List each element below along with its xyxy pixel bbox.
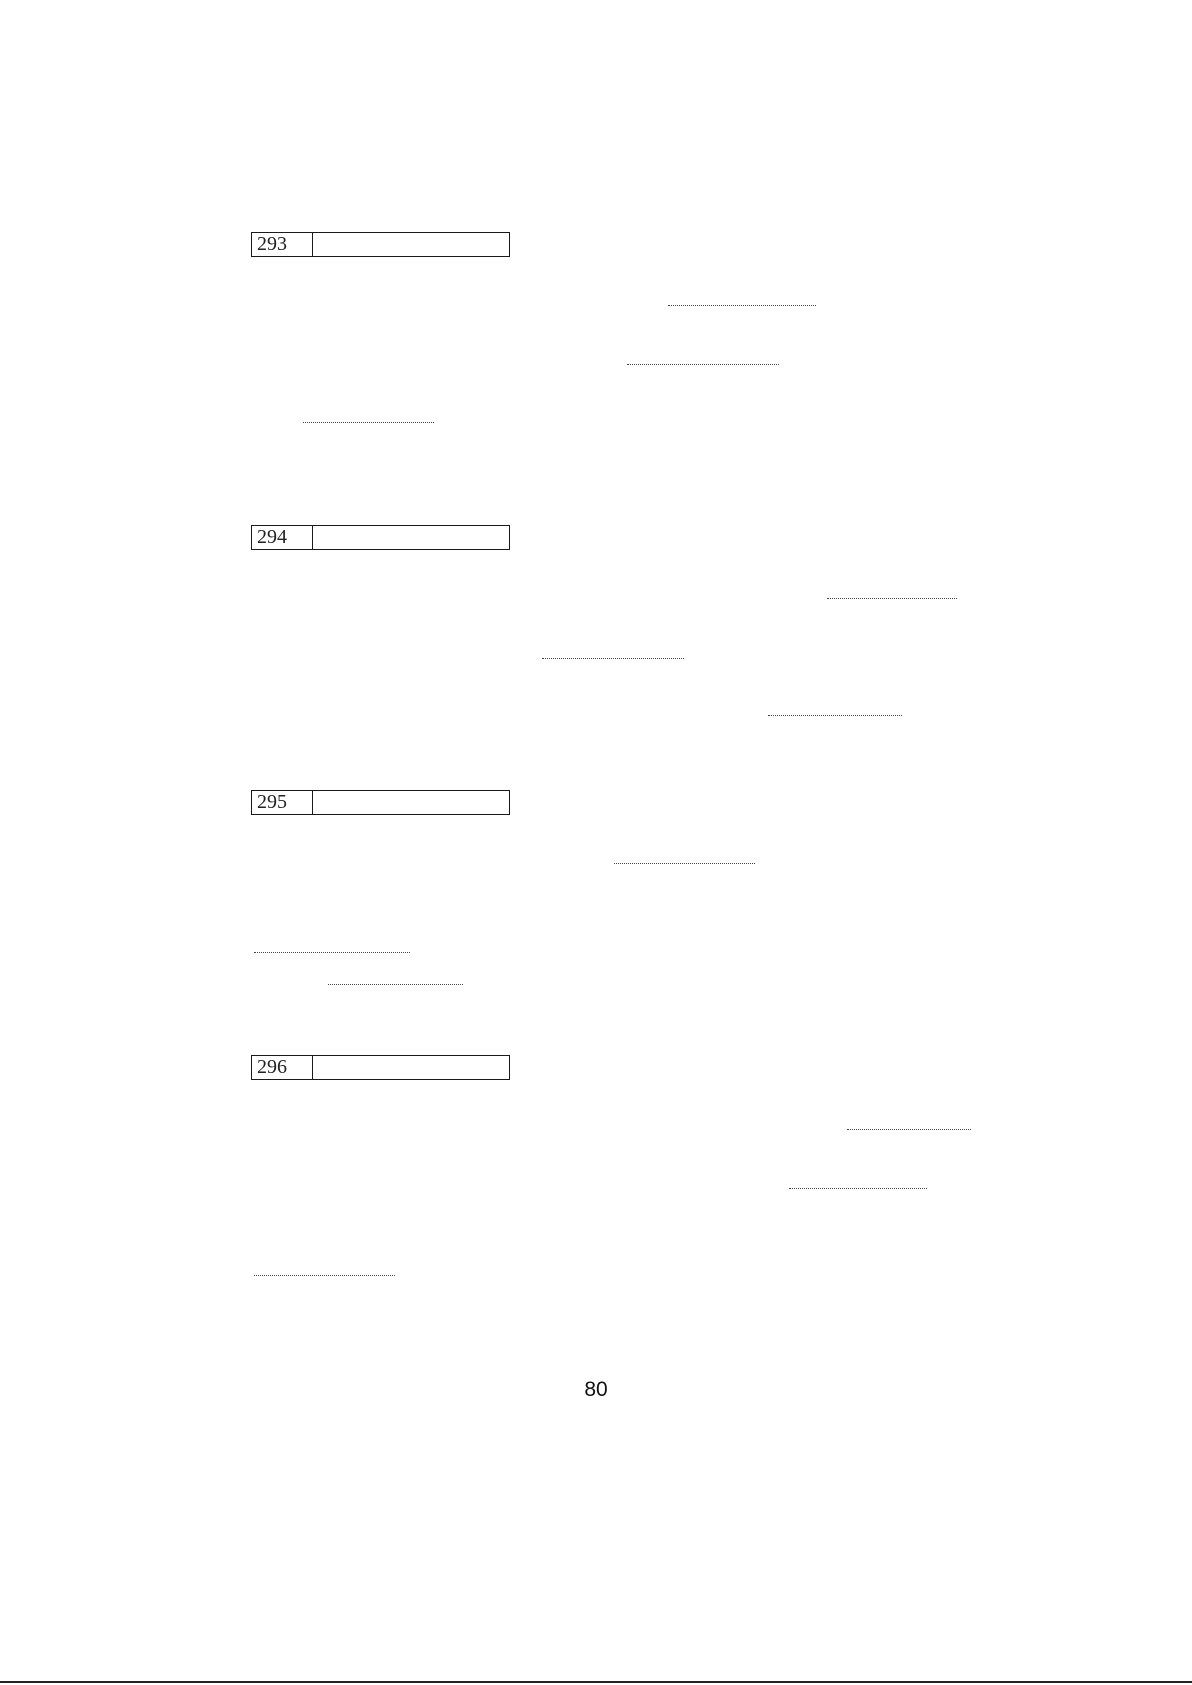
scan-edge-line	[0, 1681, 1192, 1683]
answer-blank-box	[313, 791, 509, 814]
question-number: 295	[252, 791, 313, 814]
answer-dotted-line	[789, 1186, 927, 1189]
answer-dotted-line	[668, 303, 816, 306]
question-number-box-295	[251, 790, 510, 815]
answer-dotted-line	[303, 420, 434, 423]
answer-blank-box	[313, 233, 509, 256]
question-number: 294	[252, 526, 313, 549]
question-number-box-294	[251, 525, 510, 550]
question-number: 293	[252, 233, 313, 256]
answer-dotted-line	[627, 362, 779, 365]
answer-blank-box	[313, 1056, 509, 1079]
answer-dotted-line	[768, 713, 902, 716]
answer-dotted-line	[328, 982, 463, 985]
answer-dotted-line	[847, 1127, 971, 1130]
answer-dotted-line	[827, 596, 957, 599]
question-number: 296	[252, 1056, 313, 1079]
answer-blank-box	[313, 526, 509, 549]
question-number-box-293	[251, 232, 510, 257]
question-number-box-296	[251, 1055, 510, 1080]
answer-dotted-line	[542, 656, 684, 659]
page-number: 80	[584, 1378, 608, 1401]
answer-dotted-line	[254, 1273, 395, 1276]
answer-dotted-line	[254, 950, 410, 953]
answer-dotted-line	[614, 861, 755, 864]
